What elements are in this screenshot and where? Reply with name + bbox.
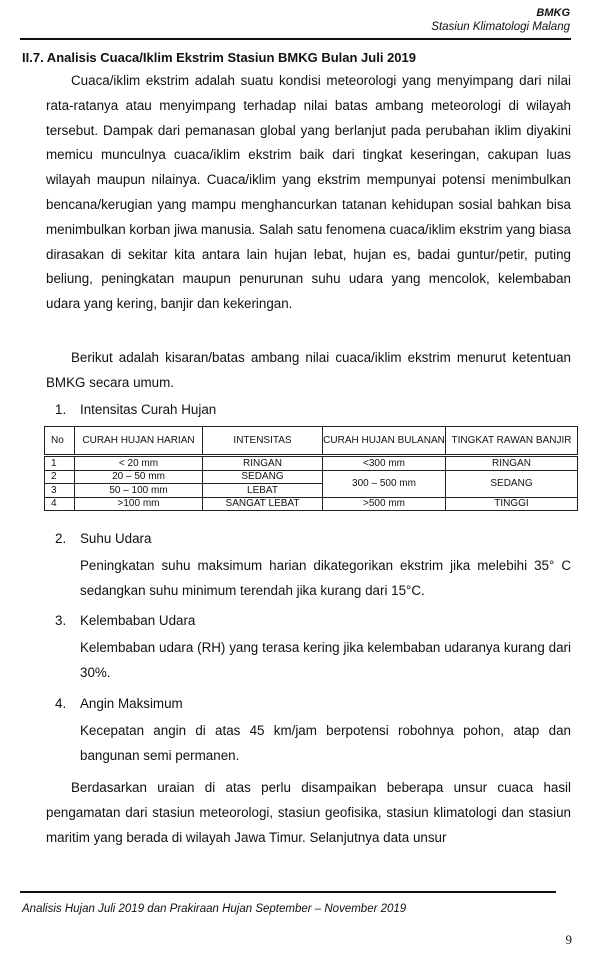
paragraph-intro: Cuaca/iklim ekstrim adalah suatu kondisi meteorologi yang menyimpang dari nilai rata-ratanya atau menyimpang terhadap nilai batas ambang meteorologi di wilayah tersebut. Dampak dari pemanasan global yang berlanjut pada perubahan iklim diyakini memicu munculnya cuaca/iklim ekstrim baik dari tingkat keseringan, cakupan luas wilayah maupun nilainya. Cuaca/iklim yang ekstrim mempunyai potensi menimbulkan bencana/kerugian yang mampu menghancurkan tatanan kehidupan sosial bahkan bisa menimbulkan korban jiwa manusia. Salah satu fenomena cuaca/iklim ekstrim yang biasa dirasakan di sekitar kita antara lain hujan lebat, hujan es, badai guntur/petir, puting beliung, peningkatan maupun penurunan suhu udara yang mencolok, kelembaban udara yang kering, banjir dan kekeringan. [46,73,571,312]
list-item-number: 3. [55,613,67,628]
header-divider [20,38,571,40]
header-org: BMKG [536,7,570,19]
table-cell: 3 [45,484,75,498]
table-row [45,497,578,511]
list-item-body: Peningkatan suhu maksimum harian dikategorikan ekstrim jika melebihi 35° C sedangkan suhu minimum terendah jika kurang dari 15°C. [80,558,571,598]
list-item-label: Suhu Udara [80,531,152,546]
table-cell: 1 [45,456,75,471]
table-cell: SEDANG [446,470,578,497]
table-header-cell: CURAH HUJAN BULANAN [323,427,446,456]
list-item-body: Kecepatan angin di atas 45 km/jam berpotensi robohnya pohon, atap dan bangunan semi permanen. [80,723,571,763]
table-cell: TINGGI [446,497,578,511]
list-item-temperature [55,531,151,546]
table-row [45,470,578,484]
table-header-cell: INTENSITAS [203,427,323,456]
table-header-cell: TINGKAT RAWAN BANJIR [446,427,578,456]
table-cell: 2 [45,470,75,484]
list-item-wind [55,696,183,711]
table-cell: 50 – 100 mm [75,484,203,498]
table-header-cell: CURAH HUJAN HARIAN [75,427,203,456]
page-number: 9 [565,932,572,947]
table-cell: SANGAT LEBAT [203,497,323,511]
table-cell: 4 [45,497,75,511]
list-item-number: 4. [55,696,67,711]
table-cell: RINGAN [446,456,578,471]
footer-divider [20,891,556,893]
footer-text: Analisis Hujan Juli 2019 dan Prakiraan Hujan September – November 2019 [22,903,407,915]
header-station: Stasiun Klimatologi Malang [431,21,570,33]
table-cell: RINGAN [203,456,323,471]
paragraph-closing: Berdasarkan uraian di atas perlu disampaikan beberapa unsur cuaca hasil pengamatan dari stasiun meteorologi, stasiun geofisika, stasiun klimatologi dan stasiun maritim yang berada di wilayah Jawa Timur. Selanjutnya data unsur [46,780,571,845]
list-item-number: 2. [55,531,67,546]
table-cell: >100 mm [75,497,203,511]
table-cell: < 20 mm [75,456,203,471]
list-item-label: Intensitas Curah Hujan [80,402,217,417]
list-item-label: Kelembaban Udara [80,613,196,628]
table-cell: 300 – 500 mm [323,470,446,497]
rainfall-intensity-table [44,426,578,511]
paragraph-threshold: Berikut adalah kisaran/batas ambang nilai cuaca/iklim ekstrim menurut ketentuan BMKG secara umum. [46,350,571,390]
table-cell: 20 – 50 mm [75,470,203,484]
table-cell: SEDANG [203,470,323,484]
list-item-rainfall [55,402,216,417]
list-item-label: Angin Maksimum [80,696,183,711]
table-header-cell: No [45,427,75,456]
list-item-number: 1. [55,402,67,417]
table-cell: >500 mm [323,497,446,511]
list-item-humidity [55,613,195,628]
table-row [45,456,578,471]
table-cell: LEBAT [203,484,323,498]
list-item-body: Kelembaban udara (RH) yang terasa kering jika kelembaban udaranya kurang dari 30%. [80,640,571,680]
table-cell: <300 mm [323,456,446,471]
section-title: II.7. Analisis Cuaca/Iklim Ekstrim Stasiun BMKG Bulan Juli 2019 [22,50,416,65]
table-header-row [45,427,578,456]
